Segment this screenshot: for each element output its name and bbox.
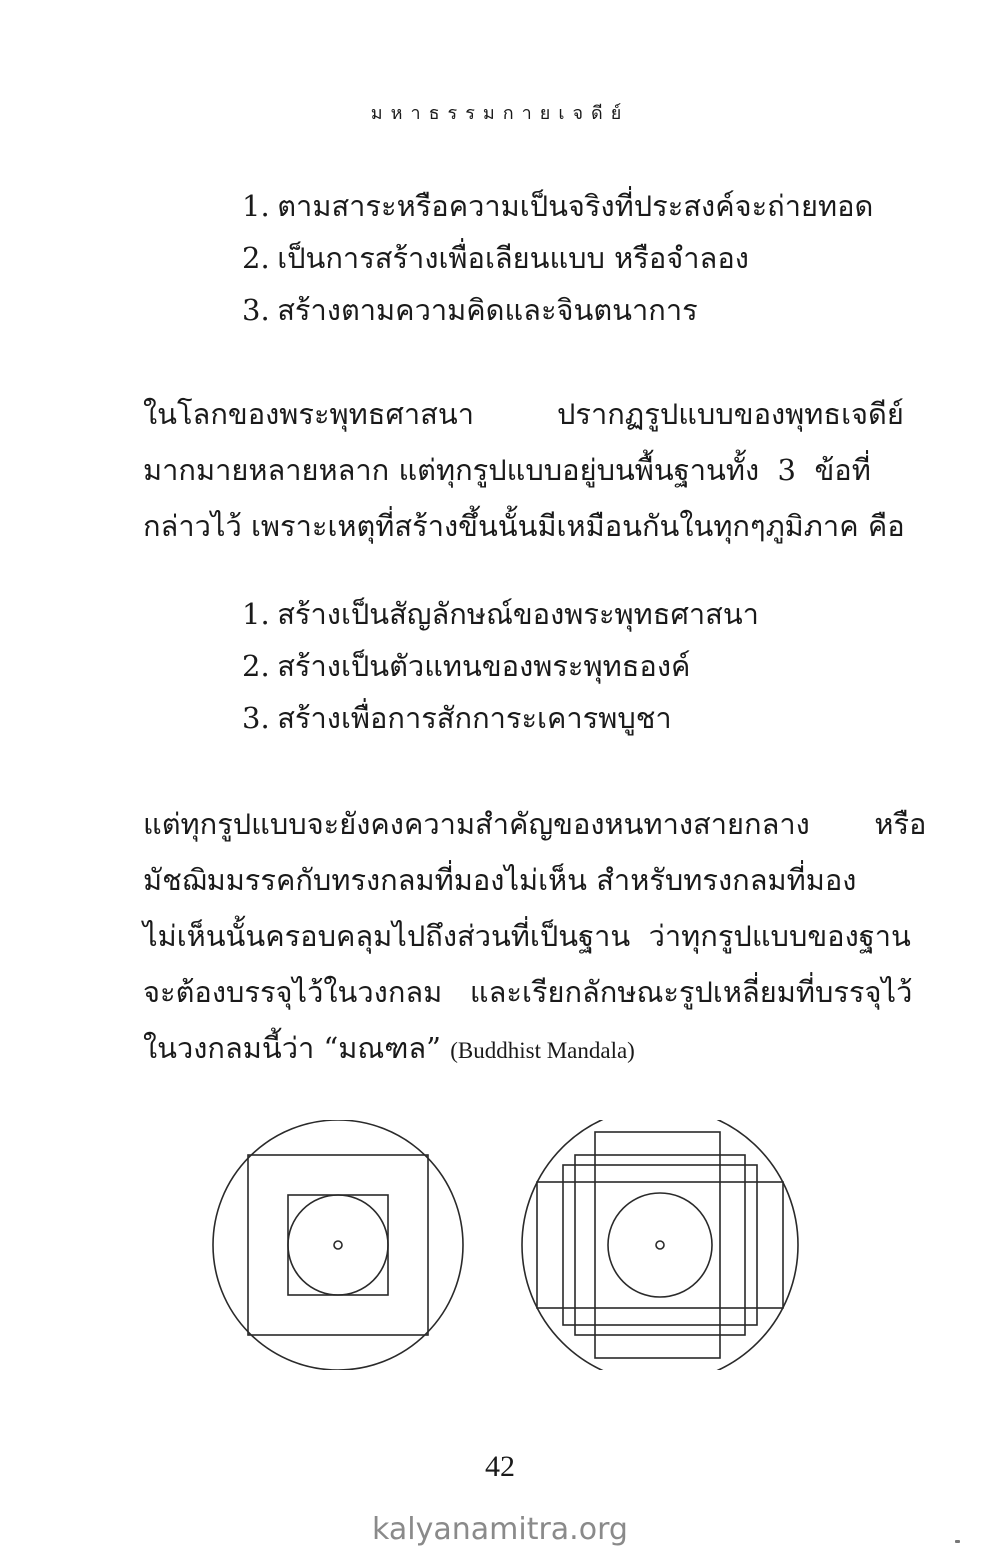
paragraph-line: กล่าวไว้ เพราะเหตุที่สร้างขึ้นนั้นมีเหมือนกันในทุกๆภูมิภาค คือ <box>143 509 905 543</box>
mandala-diagrams <box>195 1120 820 1370</box>
inner-circle <box>608 1193 712 1297</box>
running-head: มหาธรรมกายเจดีย์ <box>370 103 630 124</box>
paragraph-line: มากมายหลายหลาก แต่ทุกรูปแบบอยู่บนพื้นฐานทั้ง 3 ข้อที่ <box>143 453 871 487</box>
center-dot <box>334 1241 342 1249</box>
paragraph-line: จะต้องบรรจุไว้ในวงกลม และเรียกลักษณะรูปเหลี่ยมที่บรรจุไว้ <box>143 975 913 1009</box>
paragraph-stupa-forms <box>143 386 905 554</box>
list-item: 1. สร้างเป็นสัญลักษณ์ของพระพุทธศาสนา <box>242 597 759 631</box>
paragraph-mandala <box>143 796 927 1076</box>
paragraph-line <box>143 1020 883 1076</box>
paragraph-line: ในโลกของพระพุทธศาสนา ปรากฏรูปแบบของพุทธเจดีย์ <box>143 397 904 431</box>
page-number: 42 <box>485 1450 515 1483</box>
list-item: 3. สร้างเพื่อการสักการะเคารพบูชา <box>242 701 672 735</box>
outer-square <box>248 1155 428 1335</box>
scan-mark <box>955 1540 960 1543</box>
list-item: 3. สร้างตามความคิดและจินตนาการ <box>242 293 698 327</box>
reasons-list <box>242 588 759 744</box>
list-item: 2. สร้างเป็นตัวแทนของพระพุทธองค์ <box>242 649 691 683</box>
list-item: 1. ตามสาระหรือความเป็นจริงที่ประสงค์จะถ่ายทอด <box>242 189 874 223</box>
vertical-rect-outer <box>595 1132 720 1358</box>
horizontal-rect-outer <box>537 1182 783 1308</box>
mandala-term-latin: (Buddhist Mandala) <box>450 1038 635 1063</box>
list-item: 2. เป็นการสร้างเพื่อเลียนแบบ หรือจำลอง <box>242 241 749 275</box>
mandala-diagram-right <box>522 1120 798 1370</box>
paragraph-line: ไม่เห็นนั้นครอบคลุมไปถึงส่วนที่เป็นฐาน ว่าทุกรูปแบบของฐาน <box>143 919 911 953</box>
paragraph-line: มัชฌิมมรรคกับทรงกลมที่มองไม่เห็น สำหรับทรงกลมที่มอง <box>143 863 857 897</box>
mandala-diagram-left <box>213 1120 463 1370</box>
purpose-list <box>242 180 873 336</box>
mandala-term: ในวงกลมนี้ว่า “มณฑล” <box>143 1031 442 1065</box>
watermark: kalyanamitra.org <box>372 1512 628 1547</box>
inner-circle <box>288 1195 388 1295</box>
horizontal-rect-inner <box>563 1165 757 1325</box>
center-dot <box>656 1241 664 1249</box>
outer-circle <box>213 1120 463 1370</box>
paragraph-line: แต่ทุกรูปแบบจะยังคงความสำคัญของหนทางสายกลาง หรือ <box>143 807 927 841</box>
